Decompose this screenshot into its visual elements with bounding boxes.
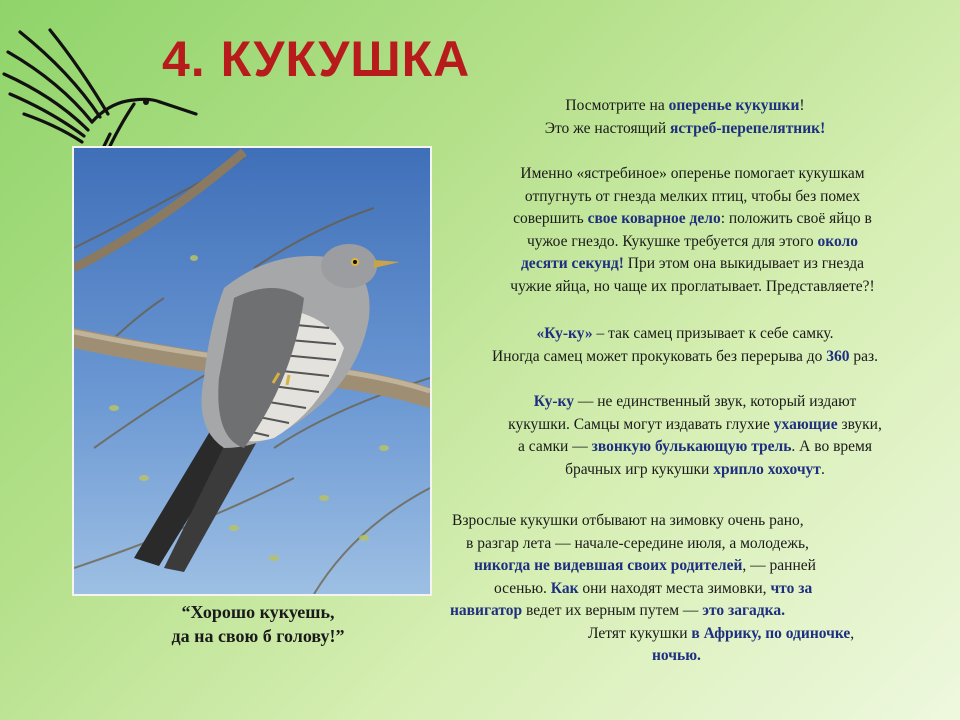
highlight: ухающие: [773, 415, 838, 433]
p5-line-6: [430, 623, 920, 646]
highlight: что за: [770, 579, 813, 597]
cuckoo-photo: [72, 146, 432, 596]
highlight: 360: [826, 347, 850, 365]
highlight: в Африку, по одиночке: [691, 624, 851, 642]
highlight: около: [817, 232, 858, 250]
p5-line-2: в разгар лета — начале-середине июля, а молодежь,: [466, 534, 809, 552]
p5-line-3: [430, 555, 920, 578]
text: При этом она выкидывает из гнезда: [623, 255, 865, 272]
p2-line-4: [465, 231, 920, 254]
caption-line-1: “Хорошо кукуешь,: [181, 602, 335, 622]
text: осенью.: [494, 579, 551, 597]
caption-line-2: да на свою б голову!”: [171, 626, 345, 646]
p5-line-1: Взрослые кукушки отбывают на зимовку очень рано,: [452, 512, 804, 529]
p4-line-1: [455, 391, 935, 414]
highlight: это загадка: [702, 602, 782, 619]
highlight: ястреб-перепелятник!: [670, 119, 826, 137]
paragraph-hawk-plumage: [465, 163, 920, 298]
p2-line-5: [465, 253, 920, 276]
text: ведет их верным путем —: [522, 602, 703, 619]
paragraph-sounds: [455, 391, 935, 481]
highlight: «Ку-ку»: [536, 325, 593, 342]
p3-line-2: [440, 346, 930, 369]
text: они находят места зимовки,: [578, 579, 771, 597]
text: звуки,: [837, 415, 882, 433]
highlight: оперенье кукушки: [668, 97, 800, 114]
highlight: звонкую булькающую трель: [591, 438, 792, 455]
p2-line-3: [465, 208, 920, 231]
text: Иногда самец может прокуковать без перерыва до: [492, 347, 827, 365]
p2-line-1: Именно «ястребиное» оперенье помогает кукушкам: [520, 165, 865, 182]
text: – так самец призывает к себе самку.: [592, 325, 834, 342]
text: Посмотрите на: [565, 97, 669, 114]
highlight: никогда не видевшая своих родителей: [474, 557, 743, 574]
text: раз.: [849, 347, 878, 365]
text: !: [799, 97, 805, 114]
text: : положить своё яйцо в: [720, 210, 872, 227]
text: чужое гнездо. Кукушке требуется для этого: [527, 232, 818, 250]
p4-line-4: [455, 459, 935, 482]
text: — не единственный звук, который издают: [573, 393, 857, 410]
text: . А во время: [791, 438, 872, 455]
text: кукушки. Самцы могут издавать глухие: [508, 415, 774, 433]
highlight: Ку-ку: [533, 393, 574, 410]
text: а самки —: [518, 438, 592, 455]
p4-line-3: [455, 436, 935, 459]
p1-line-2: [470, 118, 900, 141]
highlight: ночью.: [652, 647, 701, 664]
text: .: [820, 460, 825, 478]
paragraph-migration: [430, 510, 920, 668]
p2-line-2: отпугнуть от гнезда мелких птиц, чтобы без помех: [524, 187, 861, 205]
p5-line-5: навигатор ведет их верным путем — это загадка.: [450, 602, 785, 619]
highlight: десяти секунд!: [520, 255, 624, 272]
text: , — ранней: [742, 557, 816, 574]
paragraph-plumage: [470, 95, 900, 140]
p2-line-6: чужие яйца, но чаще их проглатывает. Представляете?!: [510, 277, 875, 295]
highlight: навигатор: [450, 602, 523, 619]
p3-line-1: [440, 323, 930, 346]
text: Летят кукушки: [588, 624, 692, 642]
text: Это же настоящий: [544, 119, 671, 137]
highlight: хрипло хохочут: [713, 460, 821, 478]
paragraph-call: [440, 323, 930, 368]
text: брачных игр кукушки: [565, 460, 714, 478]
text: ,: [850, 624, 855, 642]
highlight: Как: [550, 579, 579, 597]
p1-line-1: [470, 95, 900, 118]
slide-title: 4. КУКУШКА: [162, 31, 471, 87]
photo-caption: [72, 600, 444, 648]
p5-line-7: [430, 645, 920, 668]
p5-line-4: [430, 578, 920, 601]
p4-line-2: [455, 414, 935, 437]
highlight: свое коварное дело: [587, 210, 721, 227]
text: совершить: [513, 210, 588, 227]
